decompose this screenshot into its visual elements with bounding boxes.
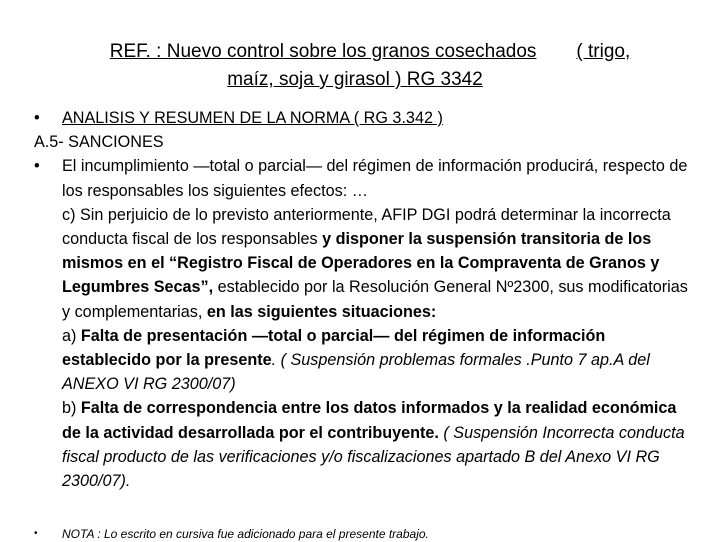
paragraph-b-prefix: b): [62, 399, 77, 418]
slide-title: [40, 38, 700, 94]
paragraph-c-bold-2: en las siguientes situaciones:: [206, 302, 437, 321]
title-line-1: REF. : Nuevo control sobre los granos cosechados: [109, 41, 537, 62]
analysis-heading: ANALISIS Y RESUMEN DE LA NORMA ( RG 3.342 ): [62, 109, 443, 127]
paragraph-a-prefix: a): [62, 326, 77, 345]
paragraph-c-bold: y disponer la suspensión transitoria de los mismos en el “Registro Fiscal de Operadores en la Compraventa de Granos y Legumbres Secas”,: [62, 230, 660, 297]
slide-body: [34, 106, 694, 493]
bullet-icon: •: [34, 109, 40, 127]
analysis-heading-row: [34, 106, 694, 130]
paragraph-b-italic: ( Suspensión Incorrecta conducta fiscal producto de las verificaciones y/o fiscalizaciones apartado B del Anexo VI RG 2300/07).: [62, 423, 685, 491]
paragraph-a-bold: Falta de presentación —total o parcial— del régimen de información establecido por la presente: [62, 326, 606, 370]
paragraph-b: [34, 396, 694, 493]
bullet-icon: •: [34, 528, 38, 539]
footnote-text: NOTA : Lo escrito en cursiva fue adicionado para el presente trabajo.: [62, 527, 429, 541]
paragraph-c-text-2: establecido por la Resolución General Nº2300, sus modificatorias y complementarias,: [62, 278, 688, 321]
paragraph-b-bold: Falta de correspondencia entre los datos informados y la realidad económica de la actividad desarrollada por el contribuyente.: [62, 399, 677, 442]
title-line-1-end: ( trigo,: [576, 41, 631, 62]
paragraph-c-text: c) Sin perjuicio de lo previsto anteriormente, AFIP DGI podrá determinar la incorrecta conducta fiscal de los responsables: [62, 205, 671, 249]
bullet-icon: •: [34, 157, 40, 176]
paragraph-c: [34, 203, 694, 324]
section-heading: A.5- SANCIONES: [34, 133, 164, 152]
paragraph-a: [34, 324, 694, 397]
paragraph-a-italic: . ( Suspensión problemas formales .Punto 7 ap.A del ANEXO VI RG 2300/07): [62, 351, 650, 394]
intro-row: [34, 154, 694, 202]
title-line-2: maíz, soja y girasol ) RG 3342: [227, 69, 483, 90]
intro-text: El incumplimiento —total o parcial— del régimen de información producirá, respecto de los responsables los siguientes efectos: …: [62, 157, 688, 200]
